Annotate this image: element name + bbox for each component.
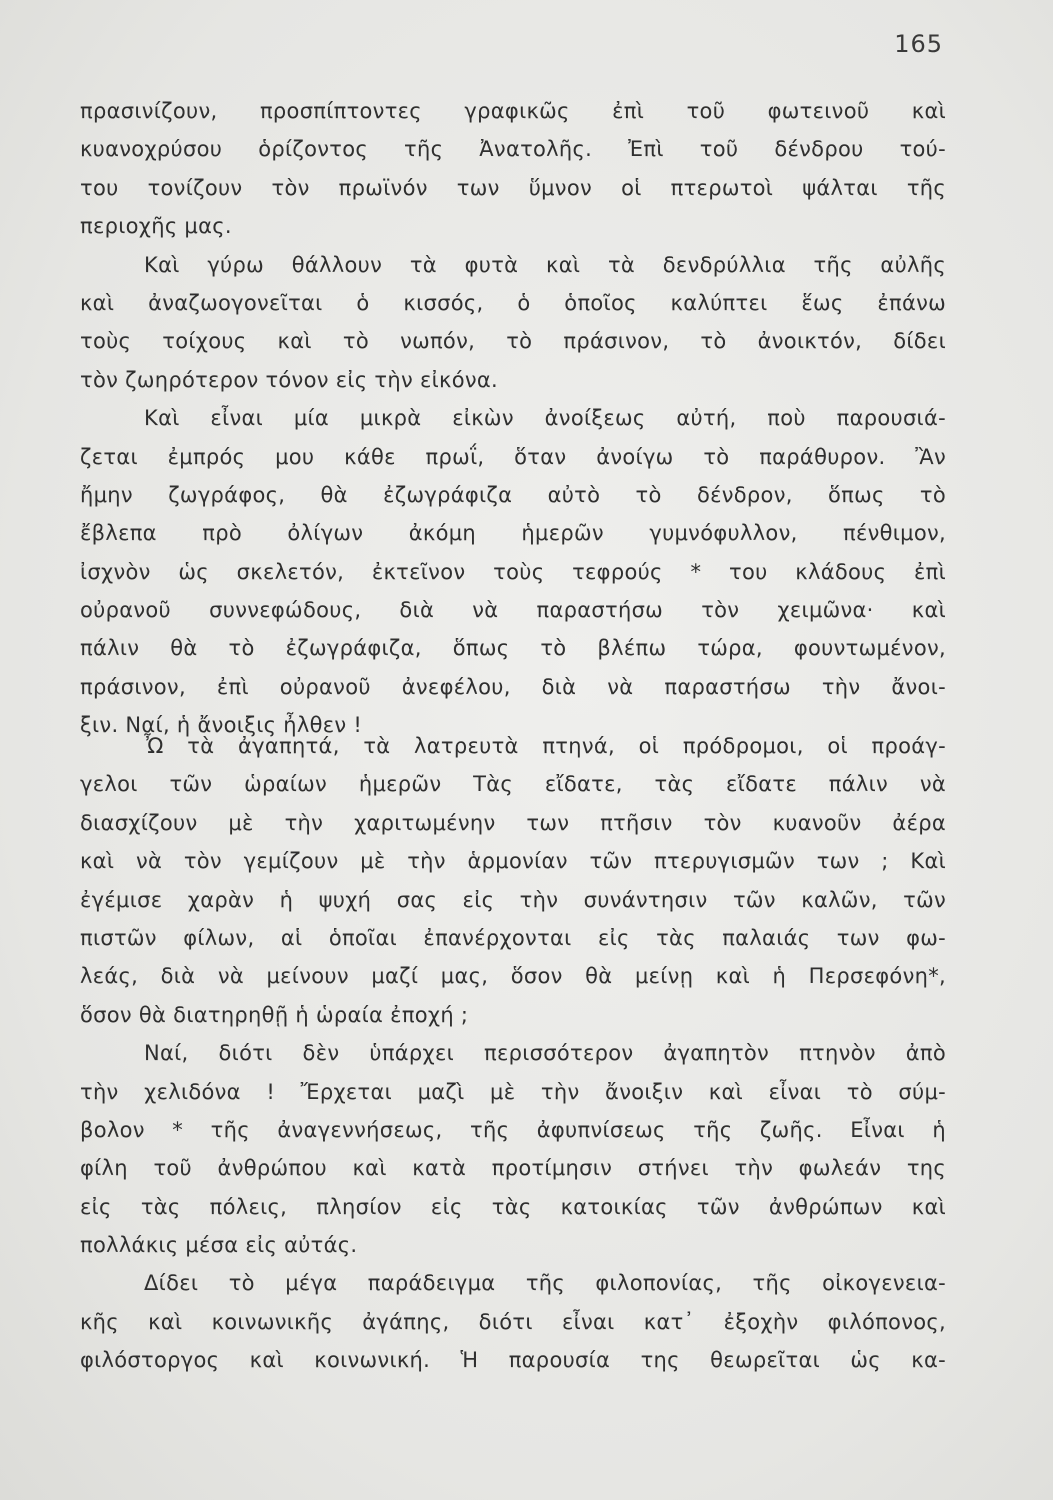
text-line: καὶ νὰ τὸν γεμίζουν μὲ τὴν ἁρμονίαν τῶν πτερυγισμῶν των ; Καὶ: [80, 849, 946, 874]
paragraph-start-line: Ναί, διότι δὲν ὑπάρχει περισσότερον ἀγαπητὸν πτηνὸν ἀπὸ: [144, 1041, 946, 1066]
paragraph-start-line: Ὦ τὰ ἀγαπητά, τὰ λατρευτὰ πτηνά, οἱ πρόδρομοι, οἱ προάγ-: [144, 734, 946, 758]
text-line: τὸν ζωηρότερον τόνον εἰς τὴν εἰκόνα.: [80, 367, 498, 392]
text-section-1: [80, 92, 946, 745]
text-line: ξιν. Ναί, ἡ ἄνοιξις ἦλθεν !: [80, 713, 363, 738]
text-line: του τονίζουν τὸν πρωϊνόν των ὕμνον οἱ πτερωτοὶ ψάλται τῆς: [80, 175, 946, 200]
text-line: πρασινίζουν, προσπίπτοντες γραφικῶς ἐπὶ τοῦ φωτεινοῦ καὶ: [80, 99, 946, 123]
text-line: τοὺς τοίχους καὶ τὸ νωπόν, τὸ πράσινον, τὸ ἀνοικτόν, δίδει: [80, 329, 946, 354]
paragraph-start-line: Καὶ εἶναι μία μικρὰ εἰκὼν ἀνοίξεως αὐτή, ποὺ παρουσιά-: [144, 406, 946, 431]
text-line: βολον * τῆς ἀναγεννήσεως, τῆς ἀφυπνίσεως τῆς ζωῆς. Εἶναι ἡ: [80, 1117, 946, 1142]
text-line: εἰς τὰς πόλεις, πλησίον εἰς τὰς κατοικίας τῶν ἀνθρώπων καὶ: [80, 1194, 946, 1219]
paragraph-start-line: Καὶ γύρω θάλλουν τὰ φυτὰ καὶ τὰ δενδρύλλια τῆς αὐλῆς: [144, 252, 946, 277]
text-line: ἔβλεπα πρὸ ὀλίγων ἀκόμη ἡμερῶν γυμνόφυλλον, πένθιμον,: [80, 521, 946, 546]
text-line: πράσινον, ἐπὶ οὐρανοῦ ἀνεφέλου, διὰ νὰ παραστήσω τὴν ἄνοι-: [80, 674, 946, 699]
text-line: ἤμην ζωγράφος, θὰ ἐζωγράφιζα αὐτὸ τὸ δένδρον, ὅπως τὸ: [80, 482, 946, 507]
text-line: καὶ ἀναζωογονεῖται ὁ κισσός, ὁ ὁποῖος καλύπτει ἕως ἐπάνω: [80, 290, 946, 315]
text-line: οὐρανοῦ συννεφώδους, διὰ νὰ παραστήσω τὸν χειμῶνα· καὶ: [80, 598, 946, 623]
text-line: περιοχῆς μας.: [80, 214, 232, 239]
text-line: πιστῶν φίλων, αἱ ὁποῖαι ἐπανέρχονται εἰς τὰς παλαιάς των φω-: [80, 925, 946, 950]
text-line: λεάς, διὰ νὰ μείνουν μαζί μας, ὅσον θὰ μείνῃ καὶ ἡ Περσεφόνη*,: [80, 964, 946, 989]
text-line: πολλάκις μέσα εἰς αὐτάς.: [80, 1233, 358, 1258]
text-line: τὴν χελιδόνα ! Ἔρχεται μαζὶ μὲ τὴν ἄνοιξιν καὶ εἶναι τὸ σύμ-: [80, 1079, 946, 1104]
text-section-2: [80, 727, 946, 1380]
text-line: γελοι τῶν ὡραίων ἡμερῶν Τὰς εἴδατε, τὰς εἴδατε πάλιν νὰ: [80, 772, 946, 797]
text-line: ἰσχνὸν ὡς σκελετόν, ἐκτεῖνον τοὺς τεφρούς * του κλάδους ἐπὶ: [80, 559, 946, 584]
text-line: κυανοχρύσου ὁρίζοντος τῆς Ἀνατολῆς. Ἐπὶ τοῦ δένδρου τού-: [80, 137, 946, 162]
paragraph-start-line: Δίδει τὸ μέγα παράδειγμα τῆς φιλοπονίας, τῆς οἰκογενεια-: [144, 1271, 946, 1296]
text-line: διασχίζουν μὲ τὴν χαριτωμένην των πτῆσιν τὸν κυανοῦν ἀέρα: [80, 810, 946, 835]
text-line: ὅσον θὰ διατηρηθῇ ἡ ὡραία ἐποχή ;: [80, 1002, 469, 1027]
page-number: 165: [894, 30, 943, 58]
text-line: κῆς καὶ κοινωνικῆς ἀγάπης, διότι εἶναι κατ᾽ ἐξοχὴν φιλόπονος,: [80, 1309, 946, 1334]
text-line: πάλιν θὰ τὸ ἐζωγράφιζα, ὅπως τὸ βλέπω τώρα, φουντωμένον,: [80, 636, 946, 661]
text-line: ἐγέμισε χαρὰν ἡ ψυχή σας εἰς τὴν συνάντησιν τῶν καλῶν, τῶν: [80, 887, 946, 912]
text-line: φιλόστοργος καὶ κοινωνική. Ἡ παρουσία της θεωρεῖται ὡς κα-: [80, 1348, 946, 1373]
text-line: φίλη τοῦ ἀνθρώπου καὶ κατὰ προτίμησιν στήνει τὴν φωλεάν της: [80, 1156, 946, 1181]
text-line: ζεται ἐμπρός μου κάθε πρωΐ, ὅταν ἀνοίγω τὸ παράθυρον. Ἂν: [80, 444, 946, 469]
